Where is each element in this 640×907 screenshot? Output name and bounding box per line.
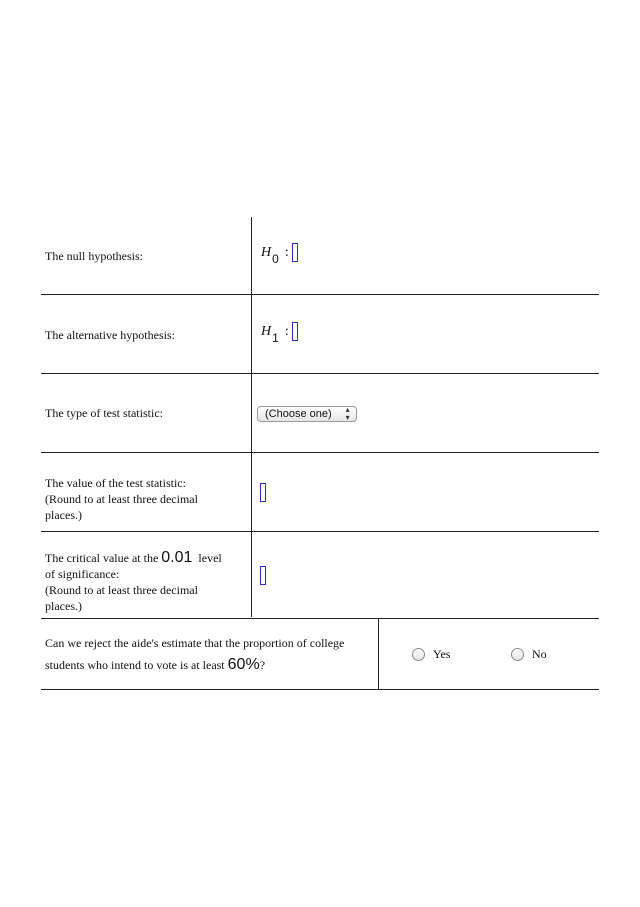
row-null-hypothesis — [41, 217, 599, 295]
hypothesis-test-table — [41, 217, 599, 690]
rounding-note-cont: places.) — [45, 508, 82, 522]
critical-rounding-note: (Round to at least three decimal — [45, 583, 198, 597]
no-label: No — [532, 647, 547, 661]
percent-value: 60% — [227, 656, 260, 673]
option-no[interactable] — [511, 647, 547, 662]
h0-subscript: 0 — [272, 252, 279, 267]
alternative-hypothesis-input[interactable] — [292, 322, 298, 341]
h1-colon: : — [284, 324, 289, 340]
significance-level: 0.01 — [161, 549, 193, 566]
h0-symbol: H — [261, 245, 272, 261]
test-statistic-value-input[interactable] — [260, 483, 266, 502]
critical-value-input[interactable] — [260, 566, 266, 585]
critical-rounding-note-cont: places.) — [45, 599, 82, 613]
test-statistic-value-label: The value of the test statistic: — [45, 476, 186, 490]
h0-colon: : — [284, 245, 289, 261]
test-statistic-select-value: (Choose one) — [265, 408, 332, 420]
yes-radio[interactable] — [412, 648, 425, 661]
significance-text: of significance: — [45, 567, 120, 581]
row-reject-question — [41, 619, 599, 690]
select-arrows-icon: ▴ ▾ — [345, 405, 350, 422]
reject-question-line1: Can we reject the aide's estimate that the proportion of college — [45, 636, 345, 650]
rounding-note: (Round to at least three decimal — [45, 492, 198, 506]
row-test-statistic-value — [41, 453, 599, 532]
reject-question-line2: students who intend to vote is at least 60%? — [45, 656, 266, 673]
question-divider — [378, 619, 379, 689]
null-hypothesis-input[interactable] — [292, 243, 298, 262]
row-critical-value — [41, 532, 599, 619]
row-test-statistic-type — [41, 374, 599, 453]
no-radio[interactable] — [511, 648, 524, 661]
yes-label: Yes — [433, 647, 451, 661]
row-alternative-hypothesis — [41, 295, 599, 374]
h1-subscript: 1 — [272, 331, 279, 346]
test-statistic-type-label: The type of test statistic: — [45, 406, 163, 420]
critical-value-label: The critical value at the 0.01 level — [45, 549, 222, 566]
h1-symbol: H — [261, 324, 272, 340]
alternative-hypothesis-label: The alternative hypothesis: — [45, 328, 175, 342]
test-statistic-select[interactable] — [257, 406, 357, 422]
null-hypothesis-label: The null hypothesis: — [45, 249, 143, 263]
option-yes[interactable] — [412, 647, 450, 662]
